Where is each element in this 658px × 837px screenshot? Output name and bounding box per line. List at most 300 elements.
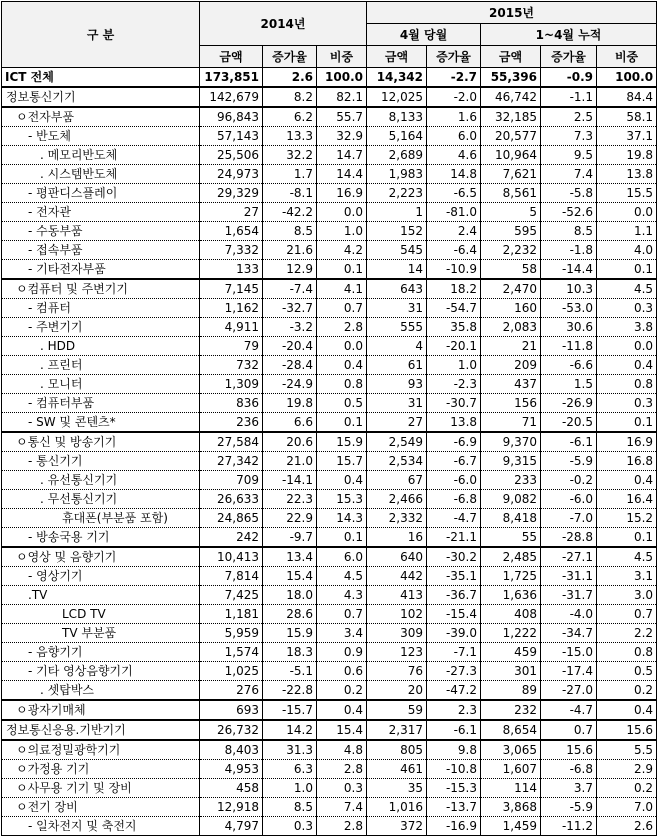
row-value: -30.7 — [427, 394, 481, 413]
row-value: 20.6 — [263, 432, 317, 452]
row-value: 4.5 — [317, 567, 367, 586]
row-value: 22.3 — [263, 490, 317, 509]
table-row — [2, 222, 657, 241]
row-value: -5.9 — [541, 798, 597, 817]
row-value: 3.1 — [597, 567, 657, 586]
row-value: 4.6 — [427, 146, 481, 165]
table-row — [2, 241, 657, 260]
row-label: - 기타전자부품 — [2, 260, 200, 280]
table-row — [2, 184, 657, 203]
table-row — [2, 605, 657, 624]
row-value: 20 — [367, 681, 427, 701]
row-value: -47.2 — [427, 681, 481, 701]
table-row — [2, 624, 657, 643]
row-value: -6.7 — [427, 452, 481, 471]
row-value: 84.4 — [597, 87, 657, 107]
row-label: ㅇ컴퓨터 및 주변기기 — [2, 279, 200, 299]
row-value: -42.2 — [263, 203, 317, 222]
row-label: . 무선통신기기 — [2, 490, 200, 509]
row-value: 0.0 — [597, 337, 657, 356]
table-row — [2, 107, 657, 127]
row-value: 46,742 — [481, 87, 541, 107]
row-value: 1 — [367, 203, 427, 222]
row-value: 32.9 — [317, 127, 367, 146]
row-value: -1.1 — [541, 87, 597, 107]
row-value: 14 — [367, 260, 427, 280]
table-row — [2, 547, 657, 567]
row-value: 276 — [200, 681, 263, 701]
row-value: 29,329 — [200, 184, 263, 203]
row-value: 0.8 — [317, 375, 367, 394]
row-value: 14.2 — [263, 720, 317, 740]
row-value: 2.5 — [541, 107, 597, 127]
table-row — [2, 471, 657, 490]
row-value: 7.3 — [541, 127, 597, 146]
ict-export-table — [1, 1, 657, 836]
row-value: 0.4 — [317, 700, 367, 720]
row-value: 55 — [481, 528, 541, 548]
row-value: -15.7 — [263, 700, 317, 720]
row-value: 12,918 — [200, 798, 263, 817]
row-value: 0.0 — [597, 203, 657, 222]
row-value: 0.4 — [597, 471, 657, 490]
row-value: 1,636 — [481, 586, 541, 605]
row-value: 2,689 — [367, 146, 427, 165]
row-value: 12,025 — [367, 87, 427, 107]
row-value: -6.9 — [427, 432, 481, 452]
row-value: 2.9 — [597, 760, 657, 779]
row-value: 100.0 — [317, 68, 367, 88]
row-value: 1,025 — [200, 662, 263, 681]
row-value: -7.4 — [263, 279, 317, 299]
table-row — [2, 260, 657, 280]
row-value: -16.9 — [427, 817, 481, 836]
row-value: 3.8 — [597, 318, 657, 337]
row-value: 3,065 — [481, 740, 541, 760]
row-value: 301 — [481, 662, 541, 681]
row-value: 2,317 — [367, 720, 427, 740]
row-value: -52.6 — [541, 203, 597, 222]
table-row — [2, 146, 657, 165]
row-value: -31.7 — [541, 586, 597, 605]
row-value: 5 — [481, 203, 541, 222]
row-value: 31.3 — [263, 740, 317, 760]
row-value: 7,425 — [200, 586, 263, 605]
row-value: 805 — [367, 740, 427, 760]
row-value: 2.3 — [427, 700, 481, 720]
row-value: 15.9 — [263, 624, 317, 643]
row-value: 0.1 — [597, 413, 657, 433]
table-row — [2, 375, 657, 394]
row-value: -4.7 — [427, 509, 481, 528]
row-value: 0.1 — [597, 260, 657, 280]
row-value: 20,577 — [481, 127, 541, 146]
row-value: 27 — [367, 413, 427, 433]
table-row — [2, 165, 657, 184]
table-row — [2, 127, 657, 146]
header-year-2015: 2015년 — [367, 2, 657, 24]
row-value: 93 — [367, 375, 427, 394]
row-value: 1,725 — [481, 567, 541, 586]
row-value: 2.8 — [317, 760, 367, 779]
row-value: 732 — [200, 356, 263, 375]
row-value: -20.5 — [541, 413, 597, 433]
row-value: 8,561 — [481, 184, 541, 203]
row-value: 7,814 — [200, 567, 263, 586]
row-label: - 전자관 — [2, 203, 200, 222]
header-april: 4월 당월 — [367, 24, 481, 46]
row-value: 0.4 — [317, 356, 367, 375]
row-value: 4.0 — [597, 241, 657, 260]
row-value: -7.0 — [541, 509, 597, 528]
row-value: 442 — [367, 567, 427, 586]
row-value: 152 — [367, 222, 427, 241]
row-value: -6.4 — [427, 241, 481, 260]
table-row — [2, 760, 657, 779]
row-value: 4.8 — [317, 740, 367, 760]
row-label: - 기타 영상음향기기 — [2, 662, 200, 681]
row-value: 123 — [367, 643, 427, 662]
row-value: 13.3 — [263, 127, 317, 146]
row-value: -6.1 — [427, 720, 481, 740]
row-value: 0.2 — [597, 681, 657, 701]
row-value: 836 — [200, 394, 263, 413]
row-value: 1.0 — [427, 356, 481, 375]
table-row — [2, 586, 657, 605]
row-value: 0.9 — [317, 643, 367, 662]
row-value: 2,083 — [481, 318, 541, 337]
row-value: 1.6 — [427, 107, 481, 127]
row-value: 2,549 — [367, 432, 427, 452]
row-value: 2,223 — [367, 184, 427, 203]
row-value: 643 — [367, 279, 427, 299]
row-value: 16.8 — [597, 452, 657, 471]
row-value: -2.7 — [427, 68, 481, 88]
row-value: 0.1 — [317, 413, 367, 433]
row-value: 16.9 — [317, 184, 367, 203]
table-row — [2, 490, 657, 509]
table-row — [2, 779, 657, 798]
row-value: 0.4 — [597, 356, 657, 375]
row-value: 459 — [481, 643, 541, 662]
row-value: 24,865 — [200, 509, 263, 528]
row-value: 6.6 — [263, 413, 317, 433]
row-value: 102 — [367, 605, 427, 624]
row-value: 0.7 — [597, 605, 657, 624]
row-value: 58 — [481, 260, 541, 280]
row-value: 76 — [367, 662, 427, 681]
row-value: -7.1 — [427, 643, 481, 662]
row-label: - 음향기기 — [2, 643, 200, 662]
row-value: 10,964 — [481, 146, 541, 165]
row-value: 1,459 — [481, 817, 541, 836]
row-value: -53.0 — [541, 299, 597, 318]
row-value: 7.0 — [597, 798, 657, 817]
row-value: 19.8 — [263, 394, 317, 413]
row-label: - 접속부품 — [2, 241, 200, 260]
row-value: 15.2 — [597, 509, 657, 528]
row-value: 32,185 — [481, 107, 541, 127]
table-row — [2, 509, 657, 528]
row-value: -15.0 — [541, 643, 597, 662]
row-value: 3.4 — [317, 624, 367, 643]
row-value: 4,953 — [200, 760, 263, 779]
row-value: 8,133 — [367, 107, 427, 127]
row-value: 0.1 — [317, 260, 367, 280]
header-amount: 금액 — [481, 46, 541, 68]
table-row — [2, 318, 657, 337]
row-value: 2,470 — [481, 279, 541, 299]
row-value: 16.4 — [597, 490, 657, 509]
row-value: 14.7 — [317, 146, 367, 165]
row-value: -5.9 — [541, 452, 597, 471]
row-label: . 시스템반도체 — [2, 165, 200, 184]
row-label: ㅇ통신 및 방송기기 — [2, 432, 200, 452]
row-value: 3,868 — [481, 798, 541, 817]
row-value: 3.7 — [541, 779, 597, 798]
row-value: -8.1 — [263, 184, 317, 203]
table-row — [2, 68, 657, 88]
row-value: 640 — [367, 547, 427, 567]
header-share: 비중 — [317, 46, 367, 68]
row-value: 7,145 — [200, 279, 263, 299]
row-label: LCD TV — [2, 605, 200, 624]
row-value: 8,418 — [481, 509, 541, 528]
row-value: 6.2 — [263, 107, 317, 127]
row-value: 7.4 — [541, 165, 597, 184]
row-value: 31 — [367, 299, 427, 318]
row-value: 4.5 — [597, 547, 657, 567]
header-share: 비중 — [597, 46, 657, 68]
row-value: -10.8 — [427, 760, 481, 779]
row-value: -27.3 — [427, 662, 481, 681]
row-value: 1,983 — [367, 165, 427, 184]
row-value: -4.7 — [541, 700, 597, 720]
row-value: 14.8 — [427, 165, 481, 184]
row-value: 458 — [200, 779, 263, 798]
table-row — [2, 662, 657, 681]
row-value: 4.3 — [317, 586, 367, 605]
row-value: 15.4 — [263, 567, 317, 586]
row-value: 55,396 — [481, 68, 541, 88]
row-label: . 유선통신기기 — [2, 471, 200, 490]
row-value: 1,654 — [200, 222, 263, 241]
row-value: 2.8 — [317, 318, 367, 337]
header-growth: 증가율 — [263, 46, 317, 68]
row-value: 9,370 — [481, 432, 541, 452]
table-row — [2, 203, 657, 222]
row-value: 9,315 — [481, 452, 541, 471]
row-value: -31.1 — [541, 567, 597, 586]
row-value: -27.1 — [541, 547, 597, 567]
row-value: 142,679 — [200, 87, 263, 107]
table-row — [2, 643, 657, 662]
row-value: 1,574 — [200, 643, 263, 662]
row-value: -26.9 — [541, 394, 597, 413]
row-value: 57,143 — [200, 127, 263, 146]
row-value: 0.4 — [597, 700, 657, 720]
row-label: - 반도체 — [2, 127, 200, 146]
row-value: -5.1 — [263, 662, 317, 681]
table-container — [1, 1, 657, 836]
row-value: 3.0 — [597, 586, 657, 605]
row-value: 8.5 — [541, 222, 597, 241]
row-label: - 평판디스플레이 — [2, 184, 200, 203]
table-row — [2, 817, 657, 836]
row-value: 96,843 — [200, 107, 263, 127]
row-value: 16 — [367, 528, 427, 548]
row-label: ICT 전체 — [2, 68, 200, 88]
row-value: 4.2 — [317, 241, 367, 260]
row-label: - SW 및 콘텐츠* — [2, 413, 200, 433]
row-value: 0.5 — [597, 662, 657, 681]
row-value: 61 — [367, 356, 427, 375]
table-row — [2, 432, 657, 452]
row-value: 2,332 — [367, 509, 427, 528]
row-value: 37.1 — [597, 127, 657, 146]
row-value: 1.5 — [541, 375, 597, 394]
row-value: 30.6 — [541, 318, 597, 337]
row-value: 7,332 — [200, 241, 263, 260]
row-value: -6.6 — [541, 356, 597, 375]
row-value: 21 — [481, 337, 541, 356]
row-value: 4.5 — [597, 279, 657, 299]
row-value: -34.7 — [541, 624, 597, 643]
row-value: 1,016 — [367, 798, 427, 817]
row-value: -6.0 — [541, 490, 597, 509]
row-value: 89 — [481, 681, 541, 701]
row-label: ㅇ가정용 기기 — [2, 760, 200, 779]
row-value: 13.4 — [263, 547, 317, 567]
row-value: 27,342 — [200, 452, 263, 471]
row-value: 4,911 — [200, 318, 263, 337]
row-label: . 메모리반도체 — [2, 146, 200, 165]
row-value: -11.2 — [541, 817, 597, 836]
row-value: 67 — [367, 471, 427, 490]
row-value: 5.5 — [597, 740, 657, 760]
row-value: 160 — [481, 299, 541, 318]
row-value: 173,851 — [200, 68, 263, 88]
row-value: 2.6 — [597, 817, 657, 836]
row-value: -36.7 — [427, 586, 481, 605]
row-value: 0.0 — [317, 337, 367, 356]
row-value: -3.2 — [263, 318, 317, 337]
row-value: 437 — [481, 375, 541, 394]
row-label: .TV — [2, 586, 200, 605]
row-value: 59 — [367, 700, 427, 720]
row-value: 0.7 — [317, 299, 367, 318]
row-label: - 영상기기 — [2, 567, 200, 586]
row-label: - 컴퓨터부품 — [2, 394, 200, 413]
row-value: 156 — [481, 394, 541, 413]
row-value: -2.3 — [427, 375, 481, 394]
row-label: ㅇ광자기매체 — [2, 700, 200, 720]
row-value: 133 — [200, 260, 263, 280]
row-value: 309 — [367, 624, 427, 643]
row-value: 6.0 — [427, 127, 481, 146]
row-value: 709 — [200, 471, 263, 490]
row-value: -6.0 — [427, 471, 481, 490]
table-row — [2, 528, 657, 548]
row-value: 18.3 — [263, 643, 317, 662]
row-value: 21.0 — [263, 452, 317, 471]
row-value: -27.0 — [541, 681, 597, 701]
row-value: 1.7 — [263, 165, 317, 184]
row-value: 8.5 — [263, 798, 317, 817]
row-value: 14.4 — [317, 165, 367, 184]
row-value: 35 — [367, 779, 427, 798]
row-value: 408 — [481, 605, 541, 624]
row-label: TV 부분품 — [2, 624, 200, 643]
row-value: 595 — [481, 222, 541, 241]
row-value: 32.2 — [263, 146, 317, 165]
row-value: 236 — [200, 413, 263, 433]
row-value: 555 — [367, 318, 427, 337]
row-value: 16.9 — [597, 432, 657, 452]
row-value: 27 — [200, 203, 263, 222]
row-value: 1,162 — [200, 299, 263, 318]
row-value: 209 — [481, 356, 541, 375]
row-value: 1,309 — [200, 375, 263, 394]
row-value: 0.7 — [541, 720, 597, 740]
row-value: -81.0 — [427, 203, 481, 222]
table-row — [2, 87, 657, 107]
row-value: 233 — [481, 471, 541, 490]
row-value: 5,959 — [200, 624, 263, 643]
row-value: 2,485 — [481, 547, 541, 567]
row-value: 0.5 — [317, 394, 367, 413]
row-value: 232 — [481, 700, 541, 720]
header-category: 구 분 — [2, 2, 200, 68]
row-value: 372 — [367, 817, 427, 836]
row-value: -6.8 — [541, 760, 597, 779]
row-value: 9.5 — [541, 146, 597, 165]
row-value: 0.3 — [597, 394, 657, 413]
row-value: 10,413 — [200, 547, 263, 567]
row-label: . HDD — [2, 337, 200, 356]
row-label: - 수동부품 — [2, 222, 200, 241]
row-value: -15.3 — [427, 779, 481, 798]
row-value: 14.3 — [317, 509, 367, 528]
row-value: 7,621 — [481, 165, 541, 184]
row-value: 18.0 — [263, 586, 317, 605]
row-value: 5,164 — [367, 127, 427, 146]
row-value: 0.4 — [317, 471, 367, 490]
row-value: 8.2 — [263, 87, 317, 107]
row-value: 13.8 — [597, 165, 657, 184]
row-value: 2.6 — [263, 68, 317, 88]
row-value: 12.9 — [263, 260, 317, 280]
row-value: 21.6 — [263, 241, 317, 260]
row-value: 1,222 — [481, 624, 541, 643]
row-value: 14,342 — [367, 68, 427, 88]
row-value: 114 — [481, 779, 541, 798]
row-value: -24.9 — [263, 375, 317, 394]
row-value: 1,181 — [200, 605, 263, 624]
row-value: -6.8 — [427, 490, 481, 509]
row-value: 0.8 — [597, 643, 657, 662]
row-value: -10.9 — [427, 260, 481, 280]
row-value: 2,466 — [367, 490, 427, 509]
row-value: 6.0 — [317, 547, 367, 567]
row-value: 2.2 — [597, 624, 657, 643]
row-value: -17.4 — [541, 662, 597, 681]
row-value: 9,082 — [481, 490, 541, 509]
row-value: 0.1 — [317, 528, 367, 548]
row-value: 18.2 — [427, 279, 481, 299]
row-label: - 일차전지 및 축전지 — [2, 817, 200, 836]
row-value: 22.9 — [263, 509, 317, 528]
